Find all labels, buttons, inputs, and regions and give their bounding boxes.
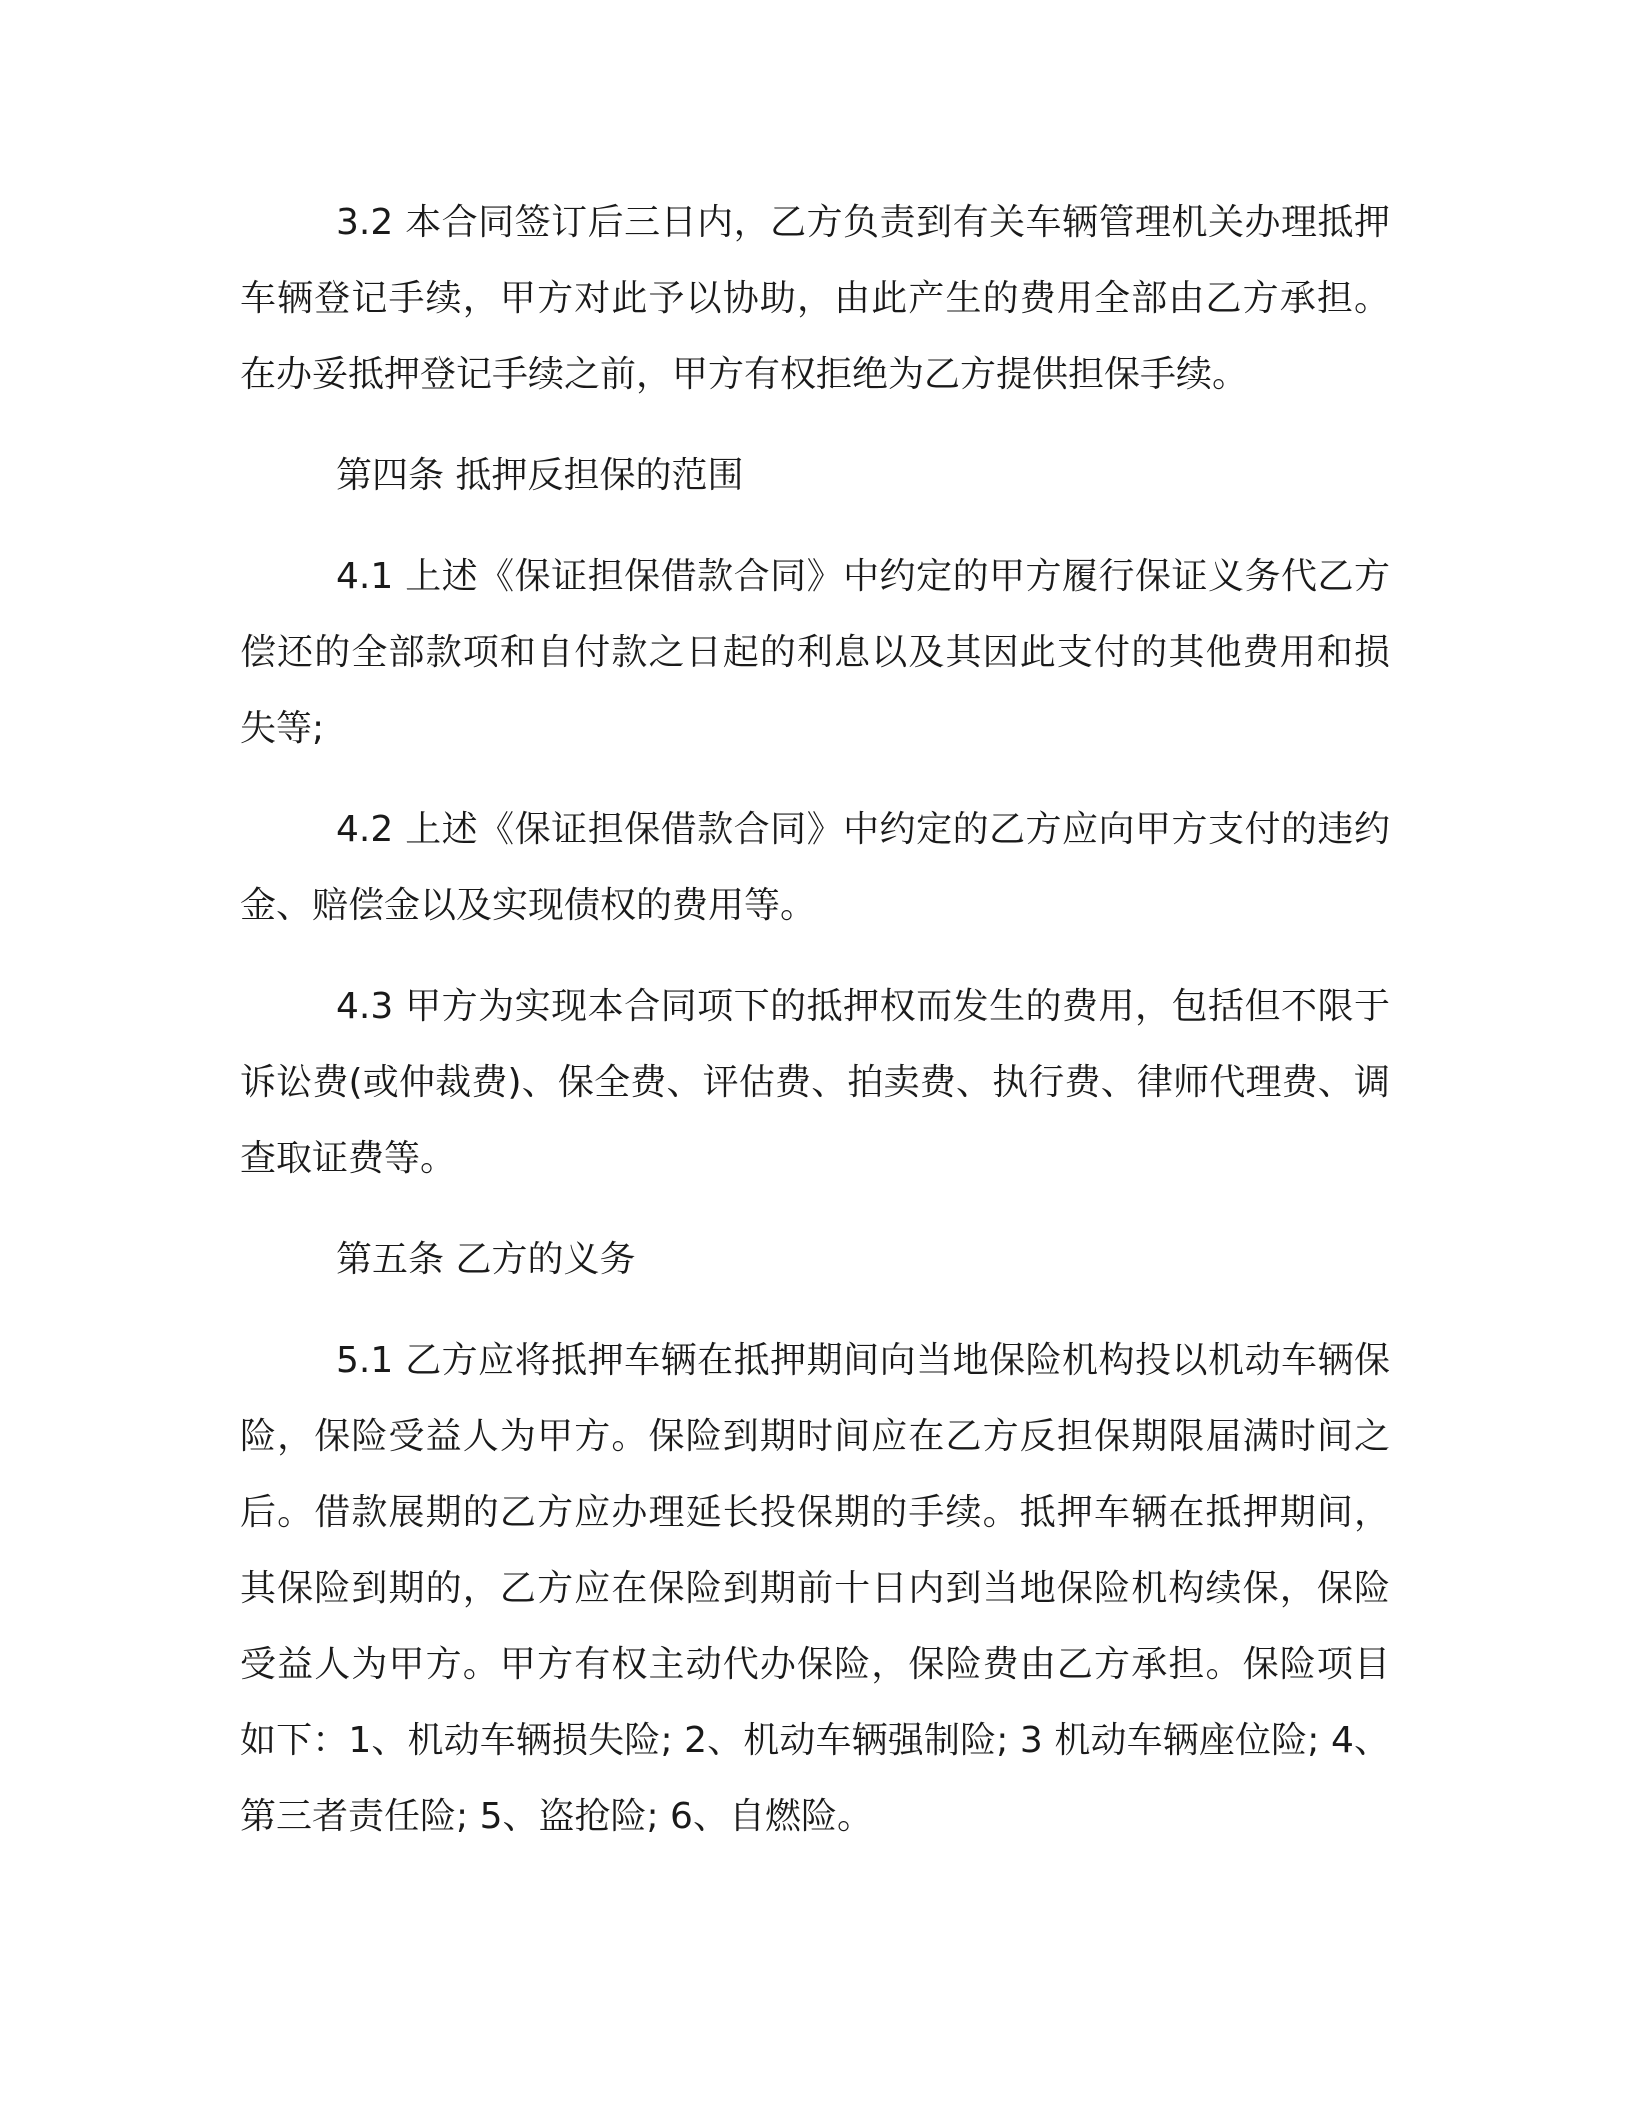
clause-4-1: 4.1 上述《保证担保借款合同》中约定的甲方履行保证义务代乙方偿还的全部款项和自付款之日起的利息以及其因此支付的其他费用和损失等; bbox=[240, 556, 1390, 749]
clause-4-3: 4.3 甲方为实现本合同项下的抵押权而发生的费用，包括但不限于诉讼费(或仲裁费)、保全费、评估费、拍卖费、执行费、律师代理费、调查取证费等。 bbox=[240, 986, 1390, 1179]
article-5-heading: 第五条 乙方的义务 bbox=[336, 1239, 636, 1280]
clause-3-2: 3.2 本合同签订后三日内，乙方负责到有关车辆管理机关办理抵押车辆登记手续，甲方对此予以协助，由此产生的费用全部由乙方承担。在办妥抵押登记手续之前，甲方有权拒绝为乙方提供担保手续。 bbox=[240, 202, 1390, 395]
document-body bbox=[240, 185, 1390, 1880]
clause-5-1: 5.1 乙方应将抵押车辆在抵押期间向当地保险机构投以机动车辆保险，保险受益人为甲方。保险到期时间应在乙方反担保期限届满时间之后。借款展期的乙方应办理延长投保期的手续。抵押车辆在抵押期间，其保险到期的，乙方应在保险到期前十日内到当地保险机构续保，保险受益人为甲方。甲方有权主动代办保险，保险费由乙方承担。保险项目如下：1、机动车辆损失险; 2、机动车辆强制险; 3 机动车辆座位险; 4、第三者责任险; 5、盗抢险; 6、自燃险。 bbox=[240, 1340, 1390, 1837]
article-4-heading: 第四条 抵押反担保的范围 bbox=[336, 455, 744, 496]
clause-4-2: 4.2 上述《保证担保借款合同》中约定的乙方应向甲方支付的违约金、赔偿金以及实现债权的费用等。 bbox=[240, 809, 1390, 926]
